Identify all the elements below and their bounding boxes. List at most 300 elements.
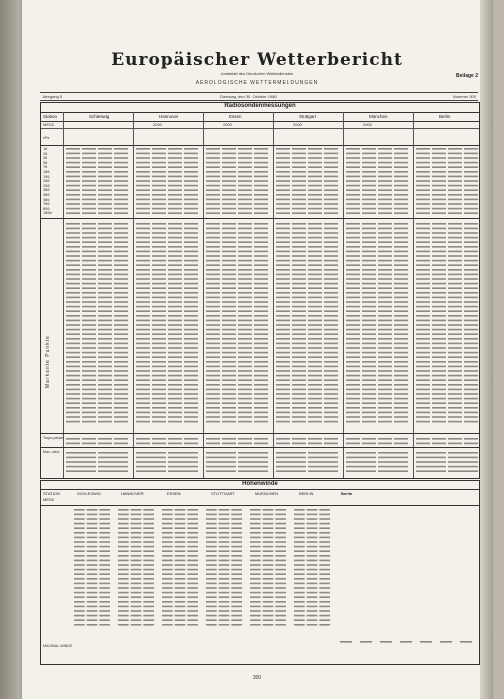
illegible-entry bbox=[416, 407, 430, 409]
illegible-entry bbox=[118, 592, 129, 594]
illegible-entry bbox=[136, 232, 150, 234]
illegible-entry bbox=[114, 375, 128, 377]
illegible-entry bbox=[263, 527, 274, 529]
illegible-entry bbox=[136, 237, 150, 239]
illegible-entry bbox=[432, 301, 446, 303]
illegible-entry bbox=[82, 283, 96, 285]
illegible-entry bbox=[131, 596, 142, 598]
illegible-entry bbox=[136, 251, 150, 253]
illegible-entry bbox=[206, 329, 220, 331]
illegible-entry bbox=[168, 251, 182, 253]
illegible-entry bbox=[416, 379, 430, 381]
illegible-entry bbox=[168, 324, 182, 326]
illegible-entry bbox=[131, 541, 142, 543]
illegible-entry bbox=[308, 301, 322, 303]
illegible-entry bbox=[432, 176, 446, 178]
illegible-entry bbox=[231, 610, 242, 612]
illegible-entry bbox=[175, 564, 186, 566]
illegible-entry bbox=[222, 398, 236, 400]
illegible-entry bbox=[114, 315, 128, 317]
illegible-entry bbox=[168, 461, 198, 463]
illegible-entry bbox=[184, 171, 198, 173]
illegible-entry bbox=[222, 333, 236, 335]
illegible-entry bbox=[231, 546, 242, 548]
illegible-entry bbox=[98, 194, 112, 196]
illegible-entry bbox=[254, 324, 268, 326]
illegible-entry bbox=[114, 232, 128, 234]
illegible-entry bbox=[254, 416, 268, 418]
illegible-entry bbox=[74, 514, 85, 516]
illegible-entry bbox=[114, 148, 128, 150]
illegible-entry bbox=[308, 310, 322, 312]
illegible-entry bbox=[66, 329, 80, 331]
illegible-entry bbox=[276, 212, 290, 214]
illegible-entry bbox=[238, 237, 252, 239]
illegible-entry bbox=[206, 297, 220, 299]
illegible-entry bbox=[378, 398, 392, 400]
illegible-entry bbox=[222, 157, 236, 159]
illegible-entry bbox=[131, 550, 142, 552]
illegible-entry bbox=[416, 166, 430, 168]
illegible-entry bbox=[206, 352, 220, 354]
illegible-entry bbox=[66, 375, 80, 377]
illegible-entry bbox=[206, 356, 220, 358]
illegible-entry bbox=[162, 560, 173, 562]
illegible-entry bbox=[254, 347, 268, 349]
illegible-entry bbox=[276, 162, 290, 164]
illegible-entry bbox=[66, 189, 80, 191]
illegible-entry bbox=[99, 537, 110, 539]
illegible-entry bbox=[346, 264, 360, 266]
illegible-entry bbox=[432, 407, 446, 409]
illegible-entry bbox=[319, 527, 330, 529]
illegible-entry bbox=[378, 292, 392, 294]
illegible-entry bbox=[66, 398, 80, 400]
illegible-entry bbox=[82, 320, 96, 322]
illegible-entry bbox=[136, 297, 150, 299]
illegible-entry bbox=[416, 370, 430, 372]
illegible-entry bbox=[254, 251, 268, 253]
illegible-entry bbox=[98, 223, 112, 225]
illegible-entry bbox=[308, 274, 322, 276]
illegible-entry bbox=[98, 338, 112, 340]
illegible-entry bbox=[82, 148, 96, 150]
illegible-entry bbox=[131, 569, 142, 571]
illegible-entry bbox=[222, 329, 236, 331]
illegible-entry bbox=[362, 402, 376, 404]
illegible-entry bbox=[168, 166, 182, 168]
illegible-entry bbox=[432, 352, 446, 354]
illegible-entry bbox=[98, 412, 112, 414]
illegible-entry bbox=[263, 541, 274, 543]
illegible-entry bbox=[294, 509, 305, 511]
illegible-entry bbox=[98, 203, 112, 205]
illegible-entry bbox=[184, 283, 198, 285]
illegible-entry bbox=[362, 315, 376, 317]
illegible-entry bbox=[238, 398, 252, 400]
illegible-entry bbox=[184, 199, 198, 201]
illegible-entry bbox=[114, 292, 128, 294]
illegible-entry bbox=[184, 347, 198, 349]
illegible-entry bbox=[66, 278, 80, 280]
illegible-entry bbox=[432, 393, 446, 395]
illegible-entry bbox=[432, 333, 446, 335]
illegible-entry bbox=[66, 379, 80, 381]
illegible-entry bbox=[238, 352, 252, 354]
illegible-entry bbox=[168, 232, 182, 234]
illegible-entry bbox=[432, 223, 446, 225]
hoehenwinde-heading: Höhenwinde bbox=[41, 481, 479, 490]
illegible-entry bbox=[275, 592, 286, 594]
illegible-entry bbox=[114, 384, 128, 386]
illegible-entry bbox=[346, 223, 360, 225]
illegible-entry bbox=[206, 203, 220, 205]
illegible-entry bbox=[99, 596, 110, 598]
illegible-entry bbox=[136, 343, 150, 345]
illegible-entry bbox=[378, 370, 392, 372]
illegible-entry bbox=[231, 523, 242, 525]
illegible-entry bbox=[324, 315, 338, 317]
illegible-entry bbox=[292, 338, 306, 340]
illegible-entry bbox=[250, 573, 261, 575]
illegible-entry bbox=[378, 457, 408, 459]
illegible-entry bbox=[378, 320, 392, 322]
illegible-entry bbox=[98, 246, 112, 248]
illegible-entry bbox=[114, 438, 128, 440]
illegible-entry bbox=[66, 232, 80, 234]
illegible-entry bbox=[219, 518, 230, 520]
illegible-entry bbox=[346, 416, 360, 418]
illegible-entry bbox=[136, 416, 150, 418]
illegible-entry bbox=[432, 189, 446, 191]
illegible-entry bbox=[448, 264, 462, 266]
illegible-entry bbox=[346, 212, 360, 214]
illegible-entry bbox=[324, 194, 338, 196]
illegible-entry bbox=[292, 310, 306, 312]
illegible-entry bbox=[394, 194, 408, 196]
illegible-entry bbox=[294, 514, 305, 516]
illegible-entry bbox=[66, 356, 80, 358]
illegible-entry bbox=[222, 301, 236, 303]
illegible-entry bbox=[206, 578, 217, 580]
illegible-entry bbox=[152, 343, 166, 345]
illegible-entry bbox=[168, 347, 182, 349]
illegible-entry bbox=[219, 527, 230, 529]
markante-punkte-label: Markante Punkte bbox=[45, 335, 51, 388]
illegible-entry bbox=[136, 208, 150, 210]
illegible-entry bbox=[206, 573, 217, 575]
illegible-entry bbox=[254, 180, 268, 182]
illegible-entry bbox=[263, 573, 274, 575]
illegible-entry bbox=[136, 338, 150, 340]
station-name: Schleswig bbox=[89, 114, 110, 119]
illegible-entry bbox=[464, 366, 478, 368]
illegible-entry bbox=[168, 228, 182, 230]
illegible-entry bbox=[152, 375, 166, 377]
illegible-entry bbox=[222, 176, 236, 178]
illegible-entry bbox=[254, 438, 268, 440]
illegible-entry bbox=[222, 208, 236, 210]
illegible-entry bbox=[432, 421, 446, 423]
illegible-entry bbox=[82, 203, 96, 205]
illegible-entry bbox=[184, 361, 198, 363]
illegible-entry bbox=[324, 412, 338, 414]
illegible-entry bbox=[131, 624, 142, 626]
illegible-entry bbox=[222, 251, 236, 253]
illegible-entry bbox=[152, 194, 166, 196]
illegible-entry bbox=[294, 615, 305, 617]
illegible-entry bbox=[378, 162, 392, 164]
illegible-entry bbox=[152, 301, 166, 303]
illegible-entry bbox=[308, 180, 322, 182]
illegible-entry bbox=[362, 416, 376, 418]
illegible-entry bbox=[378, 315, 392, 317]
illegible-entry bbox=[432, 443, 446, 445]
illegible-entry bbox=[136, 212, 150, 214]
illegible-entry bbox=[448, 457, 478, 459]
illegible-entry bbox=[222, 393, 236, 395]
illegible-entry bbox=[378, 185, 392, 187]
illegible-entry bbox=[74, 606, 85, 608]
illegible-entry bbox=[66, 237, 80, 239]
illegible-entry bbox=[319, 592, 330, 594]
illegible-entry bbox=[448, 389, 462, 391]
illegible-entry bbox=[74, 523, 85, 525]
illegible-entry bbox=[276, 251, 290, 253]
illegible-entry bbox=[416, 320, 430, 322]
illegible-entry bbox=[98, 320, 112, 322]
illegible-entry bbox=[254, 148, 268, 150]
illegible-entry bbox=[346, 461, 376, 463]
illegible-entry bbox=[308, 443, 322, 445]
illegible-entry bbox=[464, 212, 478, 214]
illegible-entry bbox=[416, 421, 430, 423]
illegible-entry bbox=[184, 366, 198, 368]
illegible-entry bbox=[263, 564, 274, 566]
illegible-entry bbox=[187, 518, 198, 520]
tropopause-label: Tropo-pause bbox=[43, 436, 64, 440]
illegible-entry bbox=[66, 255, 80, 257]
illegible-entry bbox=[294, 601, 305, 603]
illegible-entry bbox=[238, 438, 252, 440]
illegible-entry bbox=[152, 157, 166, 159]
illegible-entry bbox=[222, 370, 236, 372]
illegible-entry bbox=[99, 578, 110, 580]
illegible-entry bbox=[114, 356, 128, 358]
illegible-entry bbox=[432, 438, 446, 440]
illegible-entry bbox=[308, 407, 322, 409]
illegible-entry bbox=[118, 514, 129, 516]
illegible-entry bbox=[275, 527, 286, 529]
illegible-entry bbox=[136, 438, 150, 440]
illegible-entry bbox=[168, 452, 198, 454]
illegible-entry bbox=[362, 443, 376, 445]
illegible-entry bbox=[66, 370, 80, 372]
illegible-entry bbox=[464, 199, 478, 201]
illegible-entry bbox=[231, 569, 242, 571]
illegible-entry bbox=[222, 306, 236, 308]
illegible-entry bbox=[394, 157, 408, 159]
illegible-entry bbox=[254, 212, 268, 214]
illegible-entry bbox=[168, 338, 182, 340]
illegible-entry bbox=[276, 241, 290, 243]
illegible-entry bbox=[187, 615, 198, 617]
illegible-entry bbox=[294, 541, 305, 543]
illegible-entry bbox=[143, 619, 154, 621]
illegible-entry bbox=[82, 292, 96, 294]
illegible-entry bbox=[87, 592, 98, 594]
illegible-entry bbox=[114, 264, 128, 266]
illegible-entry bbox=[308, 438, 322, 440]
illegible-entry bbox=[238, 329, 252, 331]
illegible-entry bbox=[118, 560, 129, 562]
illegible-entry bbox=[362, 407, 376, 409]
illegible-entry bbox=[206, 619, 217, 621]
illegible-entry bbox=[416, 180, 430, 182]
illegible-entry bbox=[319, 518, 330, 520]
illegible-entry bbox=[152, 412, 166, 414]
illegible-entry bbox=[152, 208, 166, 210]
illegible-entry bbox=[114, 241, 128, 243]
illegible-entry bbox=[416, 310, 430, 312]
meta-line bbox=[40, 92, 478, 101]
illegible-entry bbox=[152, 402, 166, 404]
illegible-entry bbox=[136, 461, 166, 463]
illegible-entry bbox=[254, 393, 268, 395]
illegible-entry bbox=[292, 402, 306, 404]
illegible-entry bbox=[346, 402, 360, 404]
illegible-entry bbox=[168, 361, 182, 363]
illegible-entry bbox=[66, 416, 80, 418]
illegible-entry bbox=[307, 583, 318, 585]
illegible-entry bbox=[114, 269, 128, 271]
illegible-entry bbox=[206, 148, 220, 150]
illegible-entry bbox=[346, 287, 360, 289]
illegible-entry bbox=[346, 347, 360, 349]
illegible-entry bbox=[82, 438, 96, 440]
illegible-entry bbox=[238, 297, 252, 299]
illegible-entry bbox=[294, 578, 305, 580]
illegible-entry bbox=[294, 619, 305, 621]
illegible-entry bbox=[87, 564, 98, 566]
illegible-entry bbox=[184, 185, 198, 187]
illegible-entry bbox=[250, 541, 261, 543]
illegible-entry bbox=[394, 393, 408, 395]
illegible-entry bbox=[276, 157, 290, 159]
illegible-entry bbox=[292, 203, 306, 205]
illegible-entry bbox=[187, 537, 198, 539]
hw-station-name: BERLIN bbox=[299, 491, 314, 496]
illegible-entry bbox=[308, 228, 322, 230]
illegible-entry bbox=[82, 412, 96, 414]
illegible-entry bbox=[187, 550, 198, 552]
illegible-entry bbox=[168, 457, 198, 459]
illegible-entry bbox=[143, 546, 154, 548]
illegible-entry bbox=[276, 421, 290, 423]
illegible-entry bbox=[308, 292, 322, 294]
illegible-entry bbox=[432, 241, 446, 243]
illegible-entry bbox=[250, 555, 261, 557]
illegible-entry bbox=[292, 246, 306, 248]
illegible-entry bbox=[66, 180, 80, 182]
illegible-entry bbox=[206, 212, 220, 214]
illegible-entry bbox=[98, 329, 112, 331]
illegible-entry bbox=[152, 356, 166, 358]
illegible-entry bbox=[294, 583, 305, 585]
illegible-entry bbox=[308, 333, 322, 335]
illegible-entry bbox=[292, 162, 306, 164]
illegible-entry bbox=[254, 241, 268, 243]
illegible-entry bbox=[206, 166, 220, 168]
illegible-entry bbox=[162, 619, 173, 621]
illegible-entry bbox=[66, 171, 80, 173]
illegible-entry bbox=[98, 389, 112, 391]
station-name: München bbox=[369, 114, 388, 119]
illegible-entry bbox=[114, 412, 128, 414]
illegible-entry bbox=[292, 283, 306, 285]
illegible-entry bbox=[448, 223, 462, 225]
illegible-entry bbox=[432, 343, 446, 345]
illegible-entry bbox=[206, 251, 220, 253]
illegible-entry bbox=[98, 324, 112, 326]
illegible-entry bbox=[136, 287, 150, 289]
illegible-entry bbox=[118, 523, 129, 525]
illegible-entry bbox=[254, 223, 268, 225]
illegible-entry bbox=[432, 384, 446, 386]
illegible-entry bbox=[219, 546, 230, 548]
illegible-entry bbox=[206, 162, 220, 164]
illegible-entry bbox=[394, 189, 408, 191]
illegible-entry bbox=[238, 232, 252, 234]
illegible-entry bbox=[416, 287, 430, 289]
illegible-entry bbox=[184, 375, 198, 377]
illegible-entry bbox=[99, 624, 110, 626]
illegible-entry bbox=[206, 274, 220, 276]
illegible-entry bbox=[114, 274, 128, 276]
pressure-level: 850 bbox=[43, 206, 50, 211]
illegible-entry bbox=[324, 199, 338, 201]
illegible-entry bbox=[222, 407, 236, 409]
illegible-entry bbox=[362, 246, 376, 248]
illegible-entry bbox=[319, 573, 330, 575]
illegible-entry bbox=[143, 578, 154, 580]
illegible-entry bbox=[74, 527, 85, 529]
illegible-entry bbox=[362, 264, 376, 266]
illegible-entry bbox=[168, 402, 182, 404]
illegible-entry bbox=[263, 624, 274, 626]
illegible-entry bbox=[152, 232, 166, 234]
illegible-entry bbox=[136, 269, 150, 271]
illegible-entry bbox=[222, 274, 236, 276]
illegible-entry bbox=[308, 412, 322, 414]
illegible-entry bbox=[319, 615, 330, 617]
illegible-entry bbox=[82, 180, 96, 182]
illegible-entry bbox=[432, 347, 446, 349]
illegible-entry bbox=[162, 606, 173, 608]
illegible-entry bbox=[254, 287, 268, 289]
illegible-entry bbox=[378, 157, 392, 159]
illegible-entry bbox=[276, 301, 290, 303]
illegible-entry bbox=[308, 361, 322, 363]
illegible-entry bbox=[416, 389, 430, 391]
illegible-entry bbox=[206, 237, 220, 239]
illegible-entry bbox=[464, 208, 478, 210]
illegible-entry bbox=[362, 237, 376, 239]
illegible-entry bbox=[87, 509, 98, 511]
illegible-entry bbox=[82, 278, 96, 280]
illegible-entry bbox=[168, 260, 182, 262]
illegible-entry bbox=[175, 615, 186, 617]
